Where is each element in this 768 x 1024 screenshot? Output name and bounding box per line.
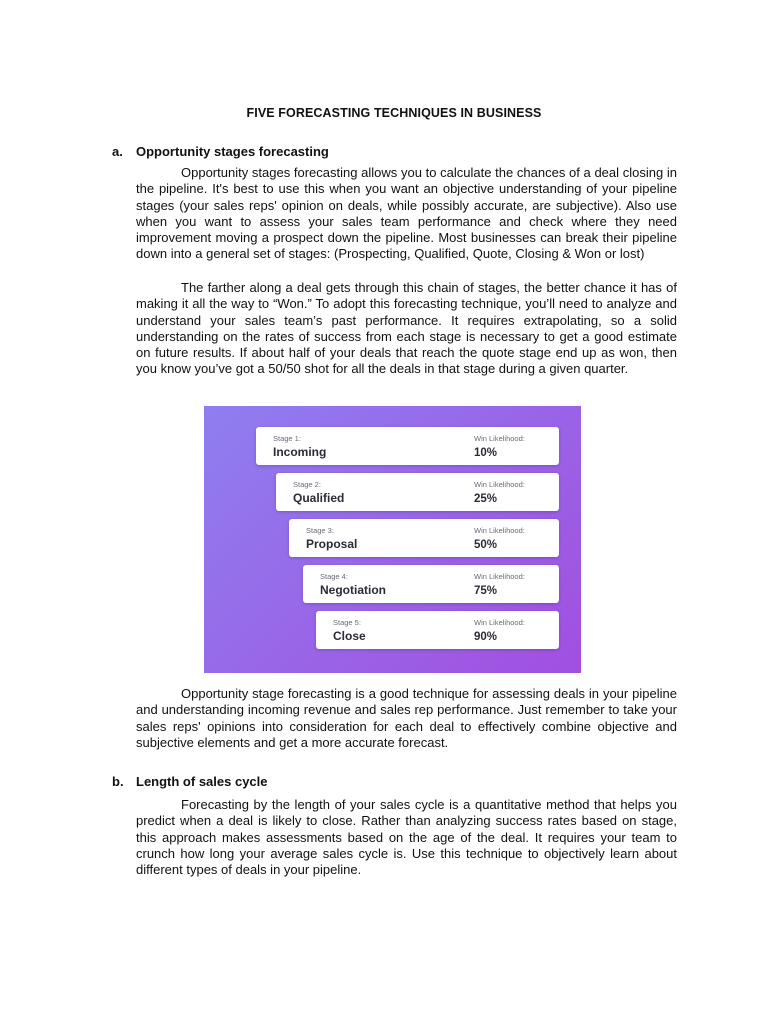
- section-a-title: Opportunity stages forecasting: [136, 144, 329, 159]
- win-likelihood-label: Win Likelihood:: [474, 434, 525, 443]
- section-a-paragraph-1: Opportunity stages forecasting allows you to calculate the chances of a deal closing in the pipeline. It's best to use this when you want an objective understanding of your pipeline stages (your sales reps' opinion on deals, while possibly accurate, are subjective). Also use when you want to assess your sales team performance and check where they need improvement moving a prospect down the pipeline. Most businesses can break their pipeline down into a general set of stages: (Prospecting, Qualified, Quote, Closing & Won or lost): [136, 165, 677, 262]
- win-likelihood-value: 50%: [474, 539, 498, 551]
- stages-figure: [204, 406, 581, 673]
- stage-number-label: Stage 2:: [293, 480, 321, 489]
- stage-number-label: Stage 5:: [333, 618, 361, 627]
- win-likelihood-value: 75%: [474, 585, 498, 597]
- section-b-letter: b.: [112, 774, 124, 789]
- stage-number-label: Stage 1:: [273, 434, 301, 443]
- section-a-heading: [112, 144, 329, 159]
- stage-card-5: [316, 611, 559, 649]
- win-likelihood-value: 10%: [474, 447, 498, 459]
- stage-card-2: [276, 473, 559, 511]
- win-likelihood-label: Win Likelihood:: [474, 572, 525, 581]
- stage-name: Qualified: [293, 491, 345, 505]
- stage-card-1: [256, 427, 559, 465]
- section-a-paragraph-2: The farther along a deal gets through this chain of stages, the better chance it has of making it all the way to “Won.” To adopt this forecasting technique, you’ll need to analyze and understand your sales team’s past performance. It requires extrapolating, so a solid understanding on the rates of success from each stage is necessary to get a good estimate on future results. If about half of your deals that reach the quote stage end up as won, then you know you’ve got a 50/50 shot for all the deals in that stage during a given quarter.: [136, 280, 677, 377]
- section-a-letter: a.: [112, 144, 123, 159]
- win-likelihood-value: 90%: [474, 631, 498, 643]
- section-a-paragraph-3: Opportunity stage forecasting is a good technique for assessing deals in your pipeline and understanding incoming revenue and sales rep performance. Just remember to take your sales reps' opinions into consideration for each deal to effectively combine objective and subjective elements and get a more accurate forecast.: [136, 686, 677, 750]
- stage-card-3: [289, 519, 559, 557]
- section-b-title: Length of sales cycle: [136, 774, 268, 789]
- win-likelihood-label: Win Likelihood:: [474, 526, 525, 535]
- stage-name: Proposal: [306, 537, 358, 551]
- stage-number-label: Stage 3:: [306, 526, 334, 535]
- stage-name: Close: [333, 629, 366, 643]
- stage-card-4: [303, 565, 559, 603]
- page-title: FIVE FORECASTING TECHNIQUES IN BUSINESS: [246, 106, 542, 120]
- win-likelihood-value: 25%: [474, 493, 498, 505]
- stage-number-label: Stage 4:: [320, 572, 348, 581]
- stage-name: Negotiation: [320, 583, 386, 597]
- stage-name: Incoming: [273, 445, 327, 459]
- section-b-paragraph-1: Forecasting by the length of your sales cycle is a quantitative method that helps you predict when a deal is likely to close. Rather than analyzing success rates based on stage, this approach makes assessments based on the age of the deal. It requires your team to crunch how long your average sales cycle is. Use this technique to objectively learn about different types of deals in your pipeline.: [136, 797, 677, 878]
- win-likelihood-label: Win Likelihood:: [474, 618, 525, 627]
- section-b-heading: [112, 774, 268, 789]
- win-likelihood-label: Win Likelihood:: [474, 480, 525, 489]
